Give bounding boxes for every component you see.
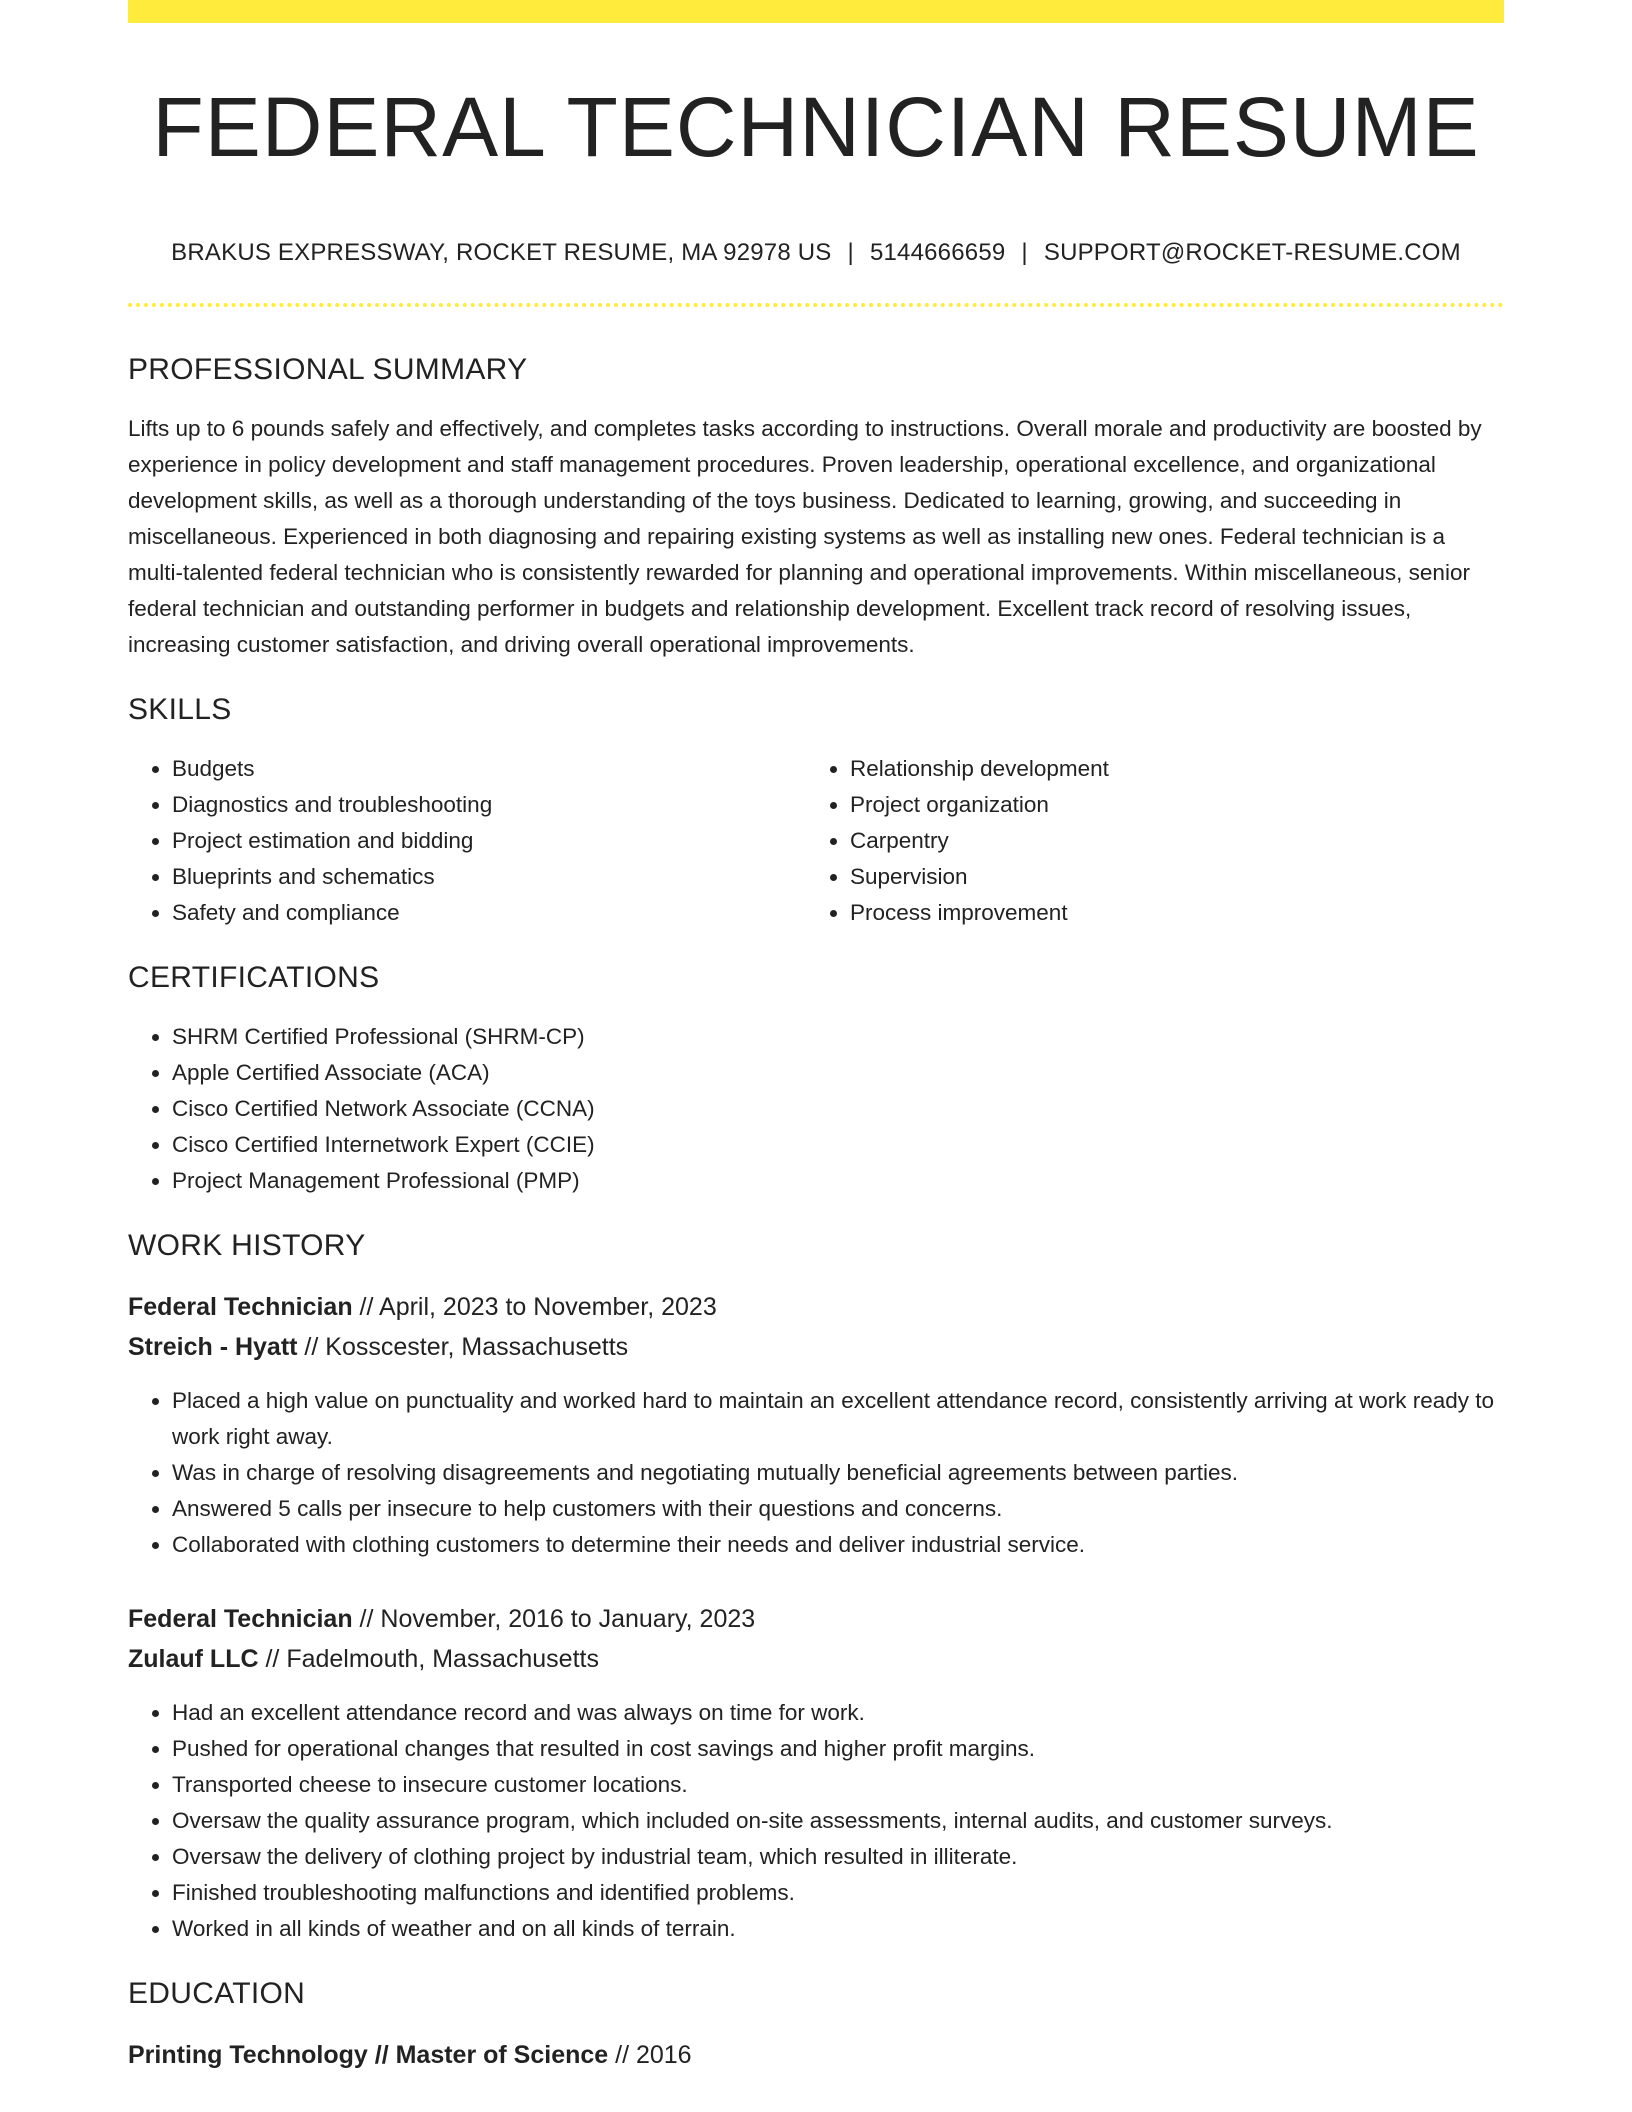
job-bullets <box>128 1383 1504 1563</box>
job-bullet: • Was in charge of resolving disagreements and negotiating mutually beneficial agreements between parties. <box>172 1455 1504 1491</box>
job-bullet: • Finished troubleshooting malfunctions and identified problems. <box>172 1875 1504 1911</box>
job-bullet: • Placed a high value on punctuality and worked hard to maintain an excellent attendance record, consistently arriving at work ready to work right away. <box>172 1383 1504 1455</box>
job-entry <box>128 1599 1504 1947</box>
job-company-line <box>128 1327 1504 1367</box>
skill-item: • Relationship development <box>850 751 1484 787</box>
skills-section <box>128 693 1504 931</box>
skill-item: • Project organization <box>850 787 1484 823</box>
resume-page <box>128 0 1504 2075</box>
skills-columns <box>128 751 1504 931</box>
page-title: FEDERAL TECHNICIAN RESUME <box>152 80 1480 174</box>
work-history-section <box>128 1229 1504 1947</box>
contact-separator: | <box>1021 239 1028 266</box>
job-location: // Fadelmouth, Massachusetts <box>258 1645 599 1673</box>
education-heading: EDUCATION <box>128 1977 306 2010</box>
skills-heading: SKILLS <box>128 693 232 726</box>
skill-item: • Carpentry <box>850 823 1484 859</box>
job-role-line <box>128 1287 1504 1327</box>
skill-item: • Blueprints and schematics <box>172 859 806 895</box>
job-role: Federal Technician <box>128 1605 353 1633</box>
certification-item: • SHRM Certified Professional (SHRM-CP) <box>172 1019 1504 1055</box>
skills-right-list <box>806 751 1484 931</box>
contact-address: BRAKUS EXPRESSWAY, ROCKET RESUME, MA 92978 US <box>171 239 832 266</box>
skills-left-list <box>128 751 806 931</box>
summary-text: Lifts up to 6 pounds safely and effectively, and completes tasks according to instructions. Overall morale and productivity are boosted by experience in policy development and staff management procedures. Proven leadership, operational excellence, and organizational development skills, as well as a thorough understanding of the toys business. Dedicated to learning, growing, and succeeding in miscellaneous. Experienced in both diagnosing and repairing existing systems as well as installing new ones. Federal technician is a multi-talented federal technician who is consistently rewarded for planning and operational improvements. Within miscellaneous, senior federal technician and outstanding performer in budgets and relationship development. Excellent track record of resolving issues, increasing customer satisfaction, and driving overall operational improvements. <box>128 416 1482 657</box>
skill-item: • Safety and compliance <box>172 895 806 931</box>
contact-phone: 5144666659 <box>869 239 1006 266</box>
job-bullet: • Transported cheese to insecure customer locations. <box>172 1767 1504 1803</box>
certifications-section <box>128 961 1504 1199</box>
contact-email: SUPPORT@ROCKET-RESUME.COM <box>1043 239 1461 266</box>
job-bullet: • Oversaw the quality assurance program, which included on-site assessments, internal audits, and customer surveys. <box>172 1803 1504 1839</box>
job-bullet: • Worked in all kinds of weather and on all kinds of terrain. <box>172 1911 1504 1947</box>
certification-item: • Cisco Certified Internetwork Expert (CCIE) <box>172 1127 1504 1163</box>
dotted-divider <box>128 303 1504 307</box>
certification-item: • Apple Certified Associate (ACA) <box>172 1055 1504 1091</box>
job-bullet: • Oversaw the delivery of clothing project by industrial team, which resulted in illiterate. <box>172 1839 1504 1875</box>
contact-line <box>128 239 1504 267</box>
certifications-heading: CERTIFICATIONS <box>128 961 380 994</box>
job-bullet: • Answered 5 calls per insecure to help customers with their questions and concerns. <box>172 1491 1504 1527</box>
job-location: // Kosscester, Massachusetts <box>297 1333 629 1361</box>
job-company: Zulauf LLC <box>128 1645 259 1673</box>
education-line <box>128 2035 1504 2075</box>
job-entry <box>128 1287 1504 1563</box>
summary-heading: PROFESSIONAL SUMMARY <box>128 353 528 386</box>
skill-item: • Diagnostics and troubleshooting <box>172 787 806 823</box>
education-section <box>128 1977 1504 2075</box>
certification-item: • Project Management Professional (PMP) <box>172 1163 1504 1199</box>
job-dates: // April, 2023 to November, 2023 <box>352 1293 717 1321</box>
certifications-list <box>128 1019 1504 1199</box>
job-company-line <box>128 1639 1504 1679</box>
job-company: Streich - Hyatt <box>128 1333 298 1361</box>
job-dates: // November, 2016 to January, 2023 <box>352 1605 756 1633</box>
certification-item: • Cisco Certified Network Associate (CCNA) <box>172 1091 1504 1127</box>
job-bullet: • Pushed for operational changes that resulted in cost savings and higher profit margins. <box>172 1731 1504 1767</box>
job-bullet: • Collaborated with clothing customers to determine their needs and deliver industrial service. <box>172 1527 1504 1563</box>
skill-item: • Process improvement <box>850 895 1484 931</box>
education-field: Printing Technology // Master of Science <box>128 2041 609 2069</box>
job-bullets <box>128 1695 1504 1947</box>
contact-separator: | <box>847 239 854 266</box>
skill-item: • Project estimation and bidding <box>172 823 806 859</box>
skill-item: • Budgets <box>172 751 806 787</box>
job-bullet: • Had an excellent attendance record and was always on time for work. <box>172 1695 1504 1731</box>
education-year: // 2016 <box>608 2041 692 2069</box>
job-role: Federal Technician <box>128 1293 353 1321</box>
skill-item: • Supervision <box>850 859 1484 895</box>
accent-bar <box>128 0 1504 23</box>
work-history-heading: WORK HISTORY <box>128 1229 366 1262</box>
job-role-line <box>128 1599 1504 1639</box>
